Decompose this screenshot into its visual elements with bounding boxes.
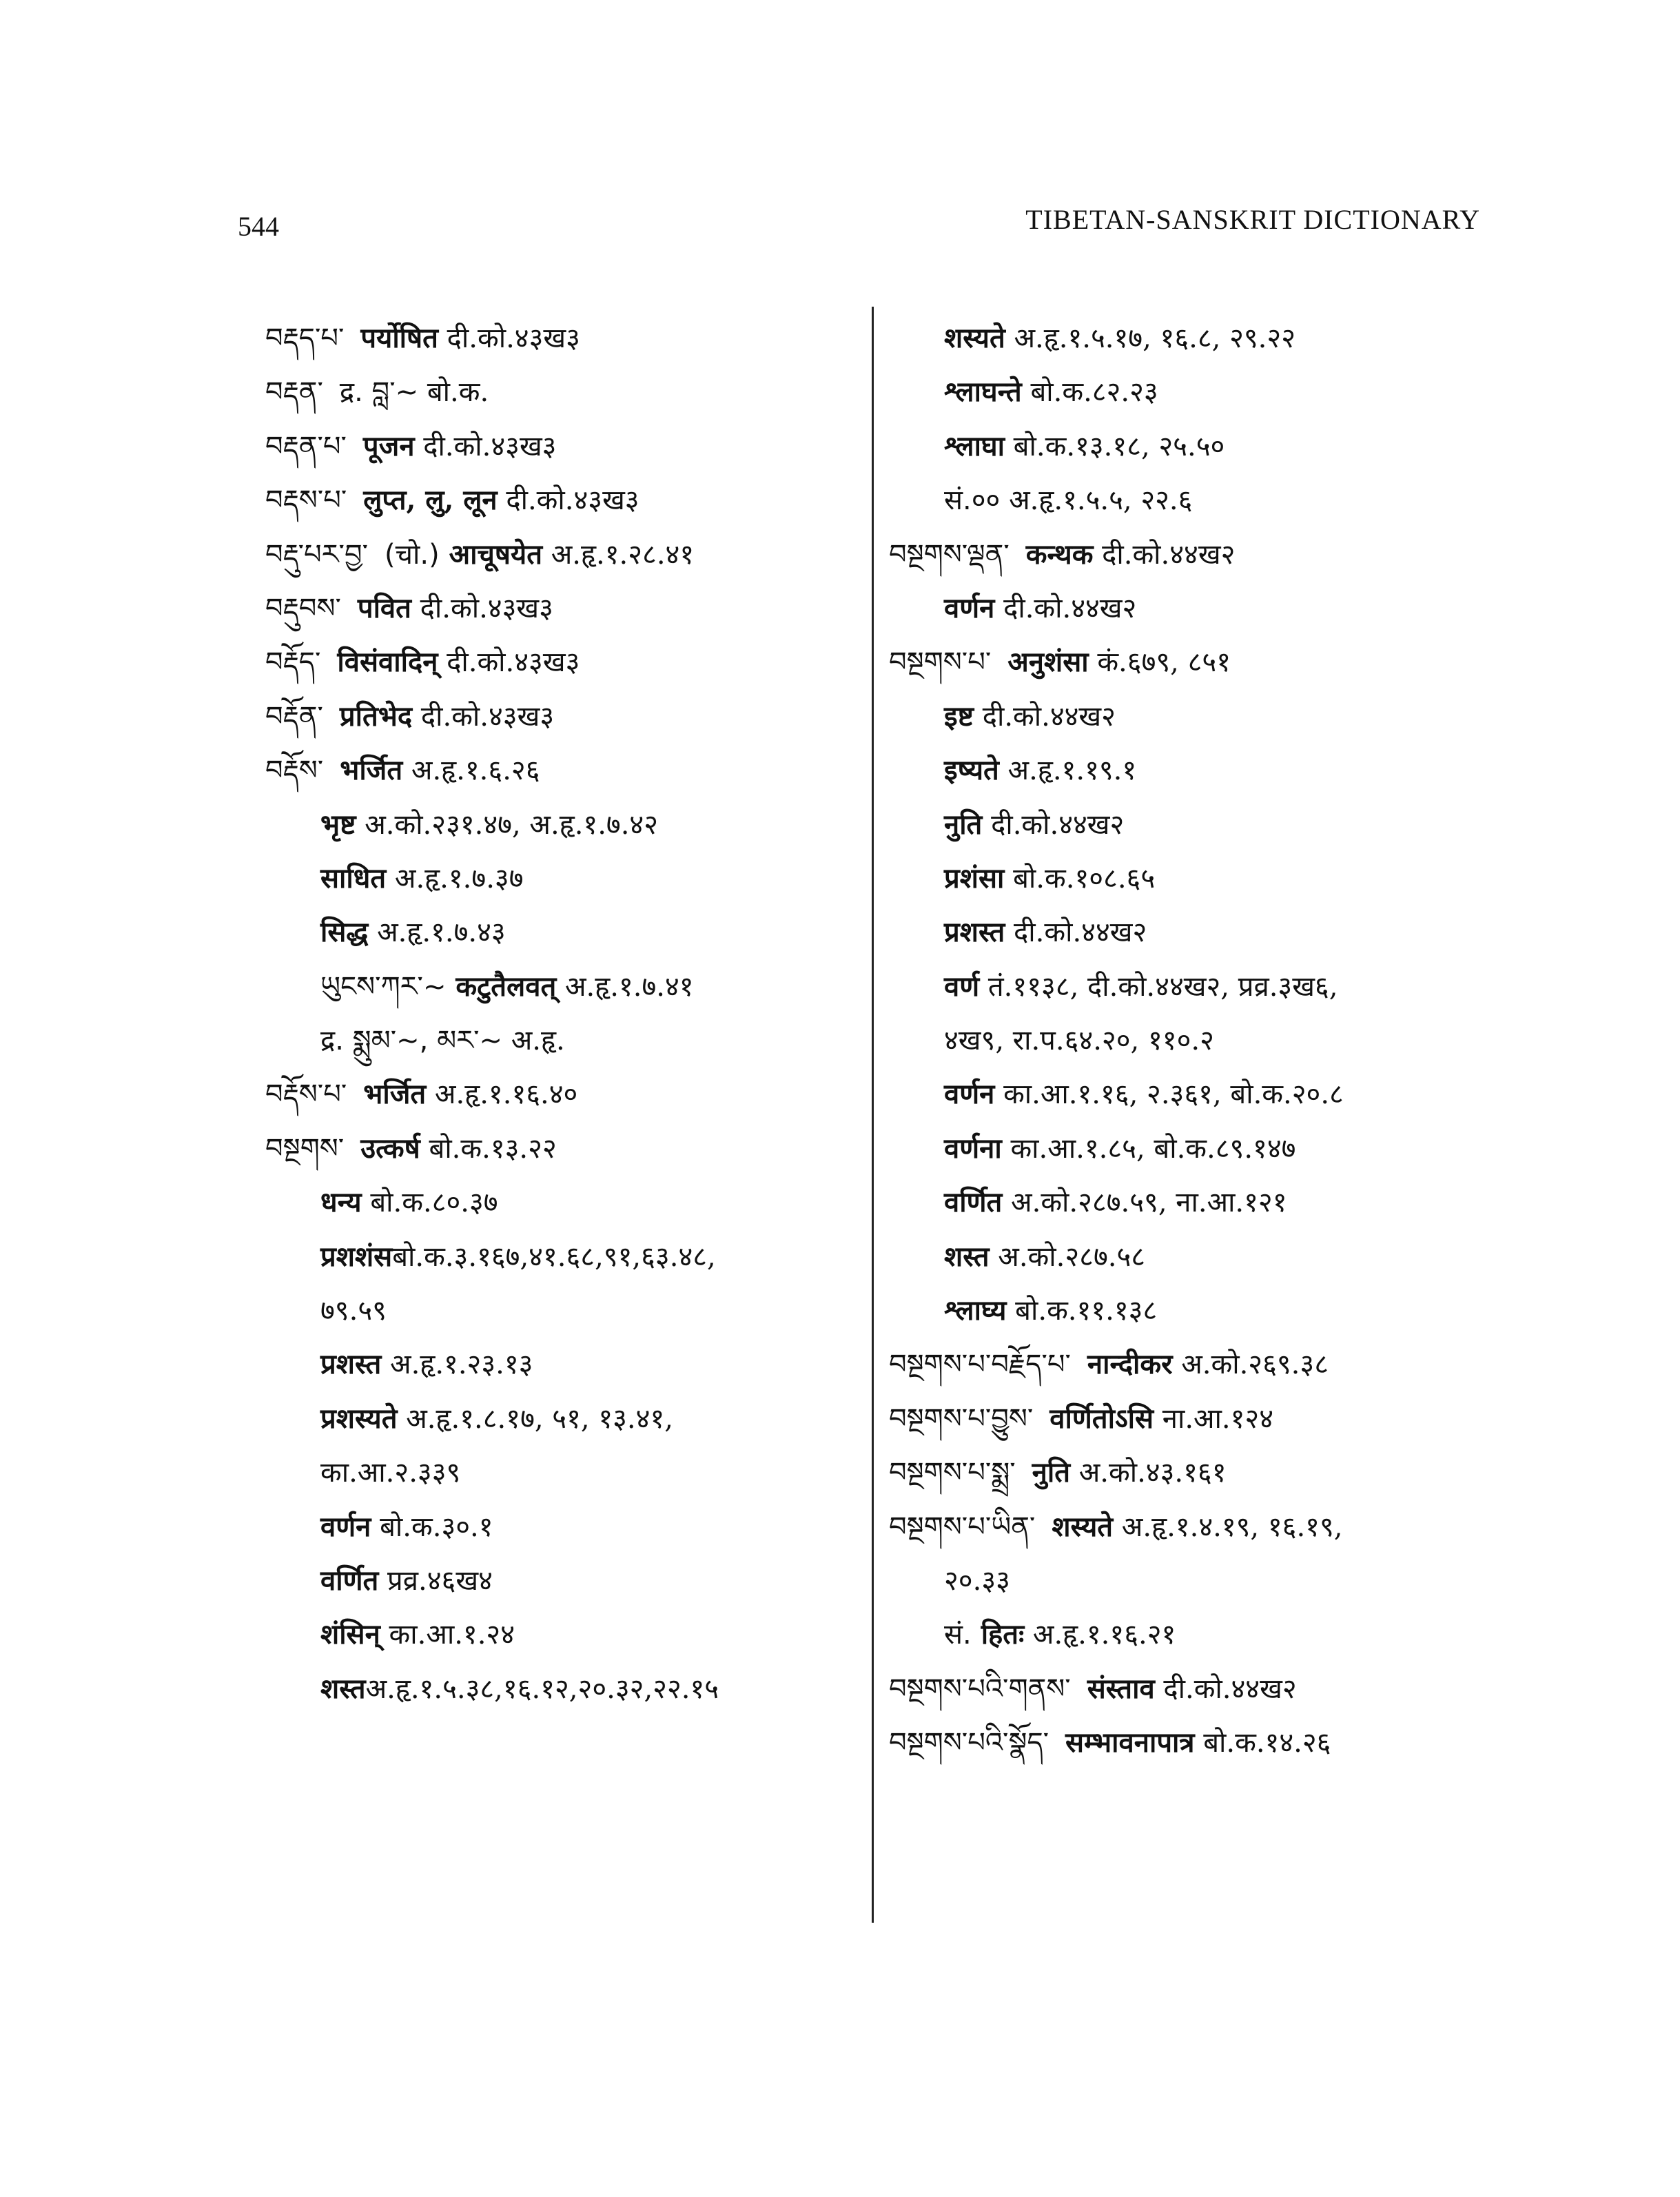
dictionary-entry (265, 744, 865, 797)
entry-sense (265, 852, 865, 906)
source-reference: अ.हृ.१.२८.४१ (542, 538, 695, 571)
source-reference: बो.क.१३.२२ (420, 1132, 557, 1165)
tibetan-headword: བརྡོད་ (265, 646, 321, 679)
sanskrit-equivalent: पूजन (362, 429, 415, 462)
entry-sense (265, 906, 865, 959)
sanskrit-equivalent: वर्णन (944, 1078, 995, 1111)
source-reference: दी.को.४४ख२ (982, 808, 1125, 841)
tibetan-headword: བསྔགས་པའི་གནས་ (889, 1673, 1071, 1705)
tibetan-headword: བརྡོན་ (265, 700, 323, 733)
entry-sense (265, 798, 865, 852)
entry-sense (265, 1176, 865, 1229)
source-reference: दी.को.४४ख२ (994, 592, 1137, 624)
source-reference: बो.क.१४.२६ (1194, 1727, 1331, 1759)
source-reference: दी.को.४३ख३ (412, 700, 555, 733)
source-reference: दी.को.४३ख३ (438, 646, 580, 679)
tibetan-headword: བརྡན་པ་ (265, 430, 347, 462)
entry-sense (889, 1067, 1502, 1121)
dictionary-entry (889, 1446, 1502, 1500)
sanskrit-equivalent: पवित (357, 591, 411, 624)
source-reference: का.आ.१.२४ (380, 1619, 515, 1651)
entry-sense (265, 1554, 865, 1608)
page-number: 544 (238, 211, 279, 242)
sanskrit-equivalent: भर्जित (340, 754, 403, 787)
sanskrit-equivalent: पर्योषित (360, 322, 438, 354)
source-reference: बो.क.१०८.६५ (1004, 862, 1156, 895)
sanskrit-equivalent: वर्णितोऽसि (1049, 1402, 1154, 1435)
dictionary-entry (889, 1716, 1502, 1770)
entry-sense (889, 473, 1502, 527)
sanskrit-equivalent: लुप्त, लु, लून (363, 484, 498, 517)
source-reference: दी.को.४३ख३ (438, 323, 580, 354)
dictionary-entry (889, 1338, 1502, 1391)
right-column (889, 311, 1502, 1770)
source-reference: बो.क.११.१३८ (1006, 1295, 1158, 1327)
source-reference: अ.हृ.१.५.५, २२.६ (1000, 484, 1193, 517)
tibetan-headword: བསྔགས་པ་བརྗོད་པ་ (889, 1349, 1071, 1381)
sanskrit-equivalent: सिद्ध (320, 916, 369, 949)
sanskrit-equivalent: शस्यते (944, 322, 1005, 354)
entry-sense (889, 311, 1502, 365)
sanskrit-equivalent: उत्कर्ष (360, 1132, 420, 1165)
source-reference: अ.हृ.१.७.४१ (556, 970, 694, 1003)
tibetan-headword: བརྡས་པ་ (265, 484, 347, 517)
sanskrit-equivalent: नुति (1032, 1456, 1071, 1489)
tibetan-headword: བརྡད་པ་ (265, 323, 345, 354)
tibetan-headword: བརྡུ་པར་བྱ་ (265, 538, 368, 571)
source-reference: दी.को.४४ख२ (1154, 1673, 1297, 1705)
source-reference: अ.हृ.१.१६.४० (426, 1079, 578, 1111)
source-reference: ७९.५९ (320, 1295, 387, 1327)
source-reference: अ.को.२६९.३८ (1172, 1349, 1329, 1381)
entry-note: द्र. བླ་~ (339, 376, 419, 409)
dictionary-entry (265, 1122, 865, 1176)
entry-sense (265, 960, 865, 1014)
sanskrit-equivalent: कटुतैलवत् (446, 970, 557, 1003)
sanskrit-equivalent: वर्ण (944, 970, 980, 1003)
source-reference: दी.को.४३ख३ (497, 484, 639, 517)
sanskrit-equivalent: हितः (971, 1618, 1025, 1651)
tibetan-headword: བསྔགས་པ་ (889, 646, 992, 679)
source-reference: अ.को.२८७.५९, ना.आ.१२१ (1002, 1187, 1287, 1219)
entry-sense (265, 1608, 865, 1662)
tibetan-headword: བསྔགས་ (265, 1132, 345, 1165)
sanskrit-equivalent: विसंवादिन् (337, 646, 438, 679)
dictionary-entry (265, 1067, 865, 1121)
sanskrit-equivalent: श्लाघ्य (944, 1294, 1007, 1327)
entry-sense (265, 1392, 865, 1446)
source-reference: बो.क.१३.१८, २५.५० (1004, 430, 1225, 462)
entry-sense (889, 1230, 1502, 1284)
sanskrit-equivalent: धन्य (320, 1186, 362, 1219)
entry-sense (265, 1284, 865, 1338)
tibetan-headword: བསྔགས་པ་ཡིན་ (889, 1511, 1036, 1543)
tibetan-headword: བསྔགས་པའི་སྣོད་ (889, 1727, 1049, 1759)
entry-sense (889, 1176, 1502, 1229)
dictionary-entry (889, 635, 1502, 689)
entry-sense (889, 1122, 1502, 1176)
source-reference: अ.हृ.१.२३.१३ (381, 1349, 533, 1381)
dictionary-entry (889, 528, 1502, 582)
source-reference: बो.क.३.१६७,४१.६८,९१,६३.४८, (392, 1240, 716, 1273)
entry-sense (889, 365, 1502, 419)
sanskrit-equivalent: इष्यते (944, 754, 999, 787)
sanskrit-equivalent: सम्भावनापात्र (1065, 1726, 1195, 1759)
source-reference: कं.६७९, ८५१ (1088, 646, 1231, 679)
entry-sense (265, 1014, 865, 1067)
dictionary-entry (265, 365, 865, 419)
sanskrit-equivalent: साधित (320, 861, 387, 895)
entry-sense (889, 960, 1502, 1014)
sanskrit-equivalent: वर्णित (944, 1186, 1003, 1219)
source-reference: अ.हृ.१.१९.१ (998, 755, 1137, 787)
dictionary-entry (265, 473, 865, 527)
entry-sense (889, 582, 1502, 635)
source-reference: अ.हृ.१.८.१७, ५१, १३.४१, (397, 1402, 673, 1435)
sanskrit-equivalent: संस्ताव (1087, 1672, 1155, 1705)
sanskrit-equivalent: कन्थक (1025, 538, 1094, 571)
dictionary-entry (265, 690, 865, 744)
tibetan-headword: བརྡོས་ (265, 755, 324, 787)
source-reference: अ.हृ. (502, 1025, 565, 1057)
sanskrit-equivalent: प्रशस्त (320, 1348, 382, 1381)
sanskrit-equivalent: प्रशस्यते (320, 1402, 398, 1435)
sanskrit-equivalent: प्रशशंस (320, 1240, 393, 1273)
source-reference: अ.हृ.१.५.१७, १६.८, २९.२२ (1005, 323, 1295, 354)
source-reference: अ.हृ.१.६.२६ (402, 755, 540, 787)
entry-sense (265, 1500, 865, 1554)
entry-sense (889, 798, 1502, 852)
entry-sense (889, 1284, 1502, 1338)
source-reference: तं.११३८, दी.को.४४ख२, प्रव्र.३ख६, (979, 970, 1338, 1003)
dictionary-entry (265, 420, 865, 473)
dictionary-entry (889, 1392, 1502, 1446)
entry-note: ཡུངས་ཀར་~ (320, 970, 447, 1003)
sanskrit-equivalent: श्लाघा (944, 429, 1005, 462)
source-reference: अ.हृ.१.५.३८,१६.१२,२०.३२,२२.१५ (365, 1673, 719, 1705)
sanskrit-equivalent: अनुशंसा (1007, 646, 1089, 679)
tibetan-headword: བརྡོས་པ་ (265, 1079, 347, 1111)
entry-sense (889, 744, 1502, 797)
entry-sense (889, 906, 1502, 959)
sanskrit-equivalent: वर्णना (944, 1132, 1002, 1165)
sanskrit-equivalent: वर्णित (320, 1564, 379, 1597)
source-reference: बो.क.३०.१ (371, 1511, 493, 1543)
source-reference: ना.आ.१२४ (1154, 1402, 1274, 1435)
entry-sense (265, 1446, 865, 1500)
sanskrit-equivalent: इष्ट (944, 699, 974, 733)
entry-note: (चो.) (385, 538, 440, 571)
entry-note: सं. (944, 1619, 972, 1651)
entry-sense (889, 420, 1502, 473)
source-reference: का.आ.१.८५, बो.क.८९.१४७ (1001, 1132, 1296, 1165)
source-reference: प्रव्र.४६ख४ (378, 1564, 493, 1597)
dictionary-entry (889, 1500, 1502, 1554)
sanskrit-equivalent: श्लाघन्ते (944, 376, 1022, 409)
entry-sense (889, 690, 1502, 744)
source-reference: अ.हृ.१.७.४३ (368, 917, 506, 949)
source-reference: दी.को.४३ख३ (411, 592, 553, 624)
source-reference: का.आ.१.१६, २.३६१, बो.क.२०.८ (994, 1079, 1344, 1111)
tibetan-headword: བརྡུབས་ (265, 592, 341, 624)
source-reference: बो.क. (418, 376, 489, 409)
tibetan-headword: བསྔགས་ལྡན་ (889, 538, 1010, 571)
tibetan-headword: བརྡན་ (265, 376, 323, 409)
dictionary-entry (265, 311, 865, 365)
sanskrit-equivalent: प्रशस्त (944, 916, 1005, 949)
source-reference: बो.क.८२.२३ (1021, 376, 1158, 409)
left-column (265, 311, 865, 1716)
column-divider (872, 307, 874, 1923)
entry-sense (265, 1230, 865, 1284)
source-reference: अ.को.४३.१६१ (1070, 1457, 1227, 1489)
entry-note: सं.०० (944, 484, 1001, 517)
source-reference: अ.हृ.१.७.३७ (386, 862, 524, 895)
entry-sense (889, 1554, 1502, 1608)
running-title: TIBETAN-SANSKRIT DICTIONARY (1025, 204, 1480, 235)
source-reference: दी.को.४४ख२ (974, 700, 1116, 733)
sanskrit-equivalent: नान्दीकर (1087, 1348, 1173, 1381)
source-reference: अ.हृ.१.१६.२१ (1024, 1619, 1176, 1651)
dictionary-entry (265, 582, 865, 635)
entry-sense (889, 852, 1502, 906)
dictionary-entry (265, 635, 865, 689)
dictionary-entry (889, 1662, 1502, 1716)
entry-sense (889, 1608, 1502, 1662)
sanskrit-equivalent: प्रशंसा (944, 861, 1005, 895)
entry-sense (265, 1338, 865, 1391)
tibetan-headword: བསྔགས་པ་བྱུས་ (889, 1402, 1034, 1435)
sanskrit-equivalent: शंसिन् (320, 1618, 380, 1651)
source-reference: अ.हृ.१.४.१९, १६.१९, (1113, 1511, 1343, 1543)
sanskrit-equivalent: शस्त (320, 1672, 366, 1705)
tibetan-headword: བསྔགས་པ་སྨྲ་ (889, 1457, 1016, 1489)
entry-sense (889, 1014, 1502, 1067)
sanskrit-equivalent: प्रतिभेद (339, 699, 413, 733)
source-reference: दी.को.४४ख२ (1005, 917, 1147, 949)
source-reference: अ.को.२८७.५८ (989, 1240, 1146, 1273)
source-reference: अ.को.२३१.४७, अ.हृ.१.७.४२ (356, 808, 659, 841)
sanskrit-equivalent: वर्णन (944, 591, 995, 624)
source-reference: दी.को.४४ख२ (1093, 538, 1236, 571)
sanskrit-equivalent: आचूषयेत (439, 538, 543, 571)
sanskrit-equivalent: भृष्ट (320, 808, 356, 841)
sanskrit-equivalent: भर्जित (363, 1078, 427, 1111)
dictionary-entry (265, 528, 865, 582)
sanskrit-equivalent: शस्यते (1052, 1510, 1114, 1543)
source-reference: बो.क.८०.३७ (361, 1187, 498, 1219)
sanskrit-equivalent: शस्त (944, 1240, 990, 1273)
source-reference: २०.३३ (944, 1564, 1010, 1597)
entry-sense (265, 1662, 865, 1716)
source-reference: ४ख९, रा.प.६४.२०, ११०.२ (944, 1025, 1214, 1057)
source-reference: दी.को.४३ख३ (414, 430, 557, 462)
sanskrit-equivalent: नुति (944, 808, 983, 841)
entry-note: द्र. སྨུམ་~, མར་~ (320, 1025, 503, 1057)
source-reference: का.आ.२.३३९ (320, 1457, 461, 1489)
sanskrit-equivalent: वर्णन (320, 1510, 371, 1543)
